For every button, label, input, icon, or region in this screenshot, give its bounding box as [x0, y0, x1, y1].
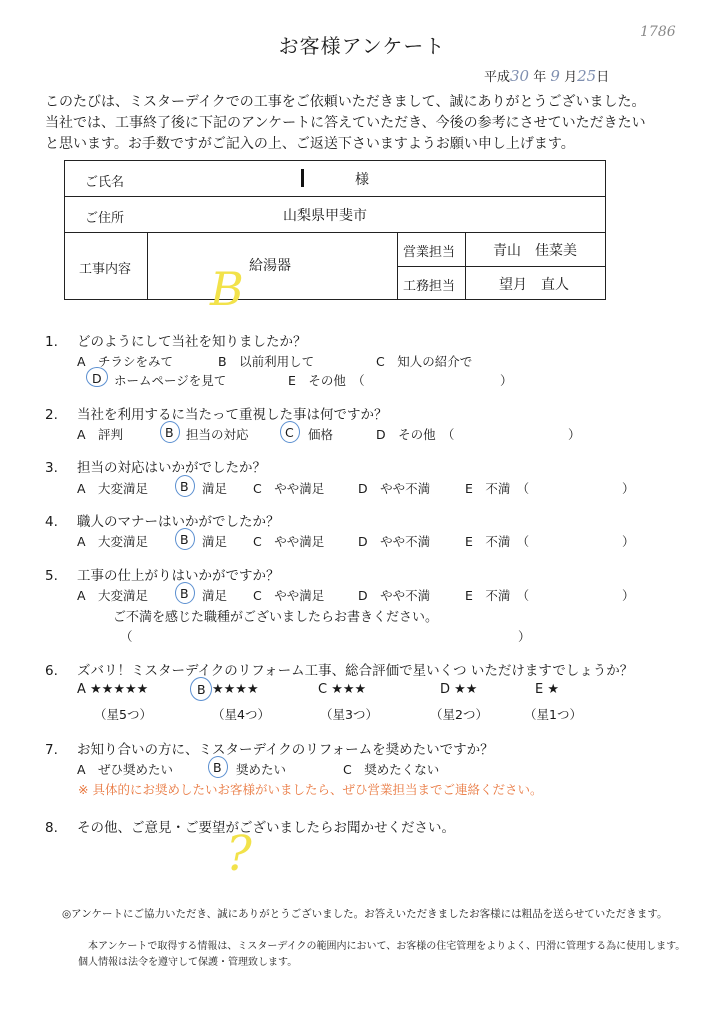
table-divider [65, 232, 605, 233]
q4-option-a[interactable]: A 大変満足 [77, 534, 149, 549]
q6-caption-e: （星1つ） [524, 707, 582, 722]
q1-option-e-close: ） [500, 373, 513, 388]
date-year: 30 [510, 67, 530, 85]
table-divider [397, 266, 605, 267]
q6-caption-b: （星4つ） [212, 707, 270, 722]
q4-option-e-close: ） [622, 534, 635, 549]
q4-option-b[interactable]: 満足 [202, 534, 228, 549]
date-era: 平成 [484, 70, 511, 85]
q5-sub-close: ） [518, 629, 531, 644]
q5-option-d[interactable]: D やや不満 [358, 588, 431, 603]
question-6 [45, 659, 633, 679]
date-month-unit: 月 [564, 70, 578, 85]
q6-option-b-letter[interactable]: B [197, 682, 206, 697]
sales-label: 営業担当 [403, 245, 456, 260]
q2-option-b-letter[interactable]: B [165, 425, 174, 440]
works-value: 望月 直人 [499, 277, 569, 293]
question-number: 1. [45, 334, 58, 350]
address-value: 山梨県甲斐市 [283, 208, 367, 224]
intro-line: このたびは、ミスターデイクでの工事をご依頼いただきまして、誠にありがとうございました。 [45, 94, 646, 110]
intro-line: 当社では、工事終了後に下記のアンケートに答えていただき、今後の参考にさせていただきたい [45, 115, 646, 131]
question-number: 2. [45, 407, 58, 423]
works-label: 工務担当 [403, 279, 456, 294]
q1-option-d[interactable]: ホームページを見て [114, 373, 227, 388]
q1-option-e[interactable]: E その他 （ [288, 373, 365, 388]
table-divider [397, 232, 398, 299]
date-day: 25 [577, 67, 597, 85]
question-text: 工事の仕上がりはいかがですか？ [77, 568, 280, 584]
q4-option-e[interactable]: E 不満 （ [465, 534, 530, 549]
q1-option-c[interactable]: C 知人の紹介で [376, 354, 473, 369]
date-month: 9 [550, 67, 560, 85]
q7-option-b[interactable]: 奨めたい [236, 762, 287, 777]
q6-option-d[interactable]: D ★★ [440, 682, 478, 697]
q5-option-c[interactable]: C やや満足 [253, 588, 325, 603]
q4-option-d[interactable]: D やや不満 [358, 534, 431, 549]
question-2 [45, 403, 388, 423]
question-4 [45, 510, 280, 530]
question-3 [45, 456, 266, 476]
footer-thanks: ◎アンケートにご協力いただき、誠にありがとうございました。お答えいただきましたお客様には粗品を送らせていただきます。 [62, 908, 668, 920]
q6-caption-a: （星5つ） [94, 707, 152, 722]
q3-option-c[interactable]: C やや満足 [253, 481, 325, 496]
q3-option-a[interactable]: A 大変満足 [77, 481, 149, 496]
question-text: 当社を利用するに当たって重視した事は何ですか？ [77, 407, 388, 423]
work-label: 工事内容 [79, 262, 132, 277]
footer-privacy-2: 個人情報は法令を遵守して保護・管理致します。 [78, 957, 298, 968]
question-number: 4. [45, 514, 58, 530]
table-divider [147, 232, 148, 299]
question-1 [45, 330, 307, 350]
q2-option-d[interactable]: D その他 （ [376, 427, 455, 442]
q6-option-c[interactable]: C ★★★ [318, 682, 367, 697]
q5-sub-open: （ [120, 629, 133, 644]
q2-option-b[interactable]: 担当の対応 [186, 427, 249, 442]
q6-caption-c: （星3つ） [320, 707, 378, 722]
q5-option-a[interactable]: A 大変満足 [77, 588, 149, 603]
table-divider [65, 196, 605, 197]
q6-option-e[interactable]: E ★ [535, 682, 560, 697]
address-label: ご住所 [85, 211, 125, 226]
question-number: 3. [45, 460, 58, 476]
date-year-unit: 年 [533, 70, 547, 85]
question-number: 6. [45, 663, 58, 679]
q4-option-b-letter[interactable]: B [180, 532, 189, 547]
q5-option-e[interactable]: E 不満 （ [465, 588, 530, 603]
question-5 [45, 564, 280, 584]
q3-option-b-letter[interactable]: B [180, 479, 189, 494]
work-value: 給湯器 [249, 258, 291, 274]
q2-option-c[interactable]: 価格 [308, 427, 334, 442]
q5-option-e-close: ） [622, 588, 635, 603]
question-text: お知り合いの方に、ミスターデイクのリフォームを奨めたいですか？ [77, 742, 494, 758]
name-label: ご氏名 [85, 175, 125, 190]
q6-option-a[interactable]: A ★★★★★ [77, 682, 149, 697]
table-divider [465, 232, 466, 299]
q6-caption-d: （星2つ） [430, 707, 488, 722]
q7-option-b-letter[interactable]: B [213, 760, 222, 775]
q3-option-d[interactable]: D やや不満 [358, 481, 431, 496]
question-text: その他、ご意見・ご要望がございましたらお聞かせください。 [77, 820, 455, 836]
q2-option-a[interactable]: A 評判 [77, 427, 124, 442]
q3-option-b[interactable]: 満足 [202, 481, 228, 496]
q3-option-e[interactable]: E 不満 （ [465, 481, 530, 496]
question-number: 7. [45, 742, 58, 758]
q7-option-a[interactable]: A ぜひ奨めたい [77, 762, 174, 777]
q7-option-c[interactable]: C 奨めたくない [343, 762, 440, 777]
document-number: 1786 [640, 24, 676, 40]
question-7 [45, 738, 494, 758]
q3-option-e-close: ） [622, 481, 635, 496]
q5-sub-prompt: ご不満を感じた職種がございましたらお書きください。 [113, 610, 439, 625]
survey-date [484, 66, 609, 85]
intro-line: と思います。お手数ですがご記入の上、ご返送下さいますようお願い申し上げます。 [45, 136, 575, 152]
name-suffix: 様 [355, 172, 369, 188]
q5-option-b-letter[interactable]: B [180, 586, 189, 601]
q1-option-a[interactable]: A チラシをみて [77, 354, 174, 369]
sales-value: 青山 佳菜美 [493, 243, 577, 259]
question-number: 8. [45, 820, 58, 836]
name-value-mark [301, 169, 304, 187]
q1-option-b[interactable]: B 以前利用して [218, 354, 315, 369]
question-text: どのようにして当社を知りましたか？ [77, 334, 307, 350]
intro-text [45, 92, 685, 155]
yellow-question-annotation: ? [226, 826, 252, 882]
question-number: 5. [45, 568, 58, 584]
q5-option-b[interactable]: 満足 [202, 588, 228, 603]
footer-privacy-1: 本アンケートで取得する情報は、ミスターデイクの範囲内において、お客様の住宅管理をよりよく、円滑に管理する為に使用します。 [88, 941, 686, 952]
date-day-unit: 日 [596, 70, 610, 85]
q4-option-c[interactable]: C やや満足 [253, 534, 325, 549]
question-text: 職人のマナーはいかがでしたか？ [77, 514, 280, 530]
q1-option-d-letter[interactable]: D [92, 371, 102, 386]
q2-option-c-letter[interactable]: C [285, 425, 294, 440]
q2-option-d-close: ） [568, 427, 581, 442]
page-title: お客様アンケート [278, 34, 446, 58]
customer-info-table [64, 160, 606, 300]
q6-option-b[interactable]: ★★★★ [212, 682, 259, 697]
question-text: 担当の対応はいかがでしたか？ [77, 460, 266, 476]
question-text: ズバリ！ミスターデイクのリフォーム工事、総合評価で星いくつ いただけますでしょうか？ [77, 663, 634, 679]
q7-note: ※ 具体的にお奨めしたいお客様がいましたら、ぜひ営業担当までご連絡ください。 [78, 782, 543, 797]
yellow-letter-annotation: B [210, 262, 244, 316]
